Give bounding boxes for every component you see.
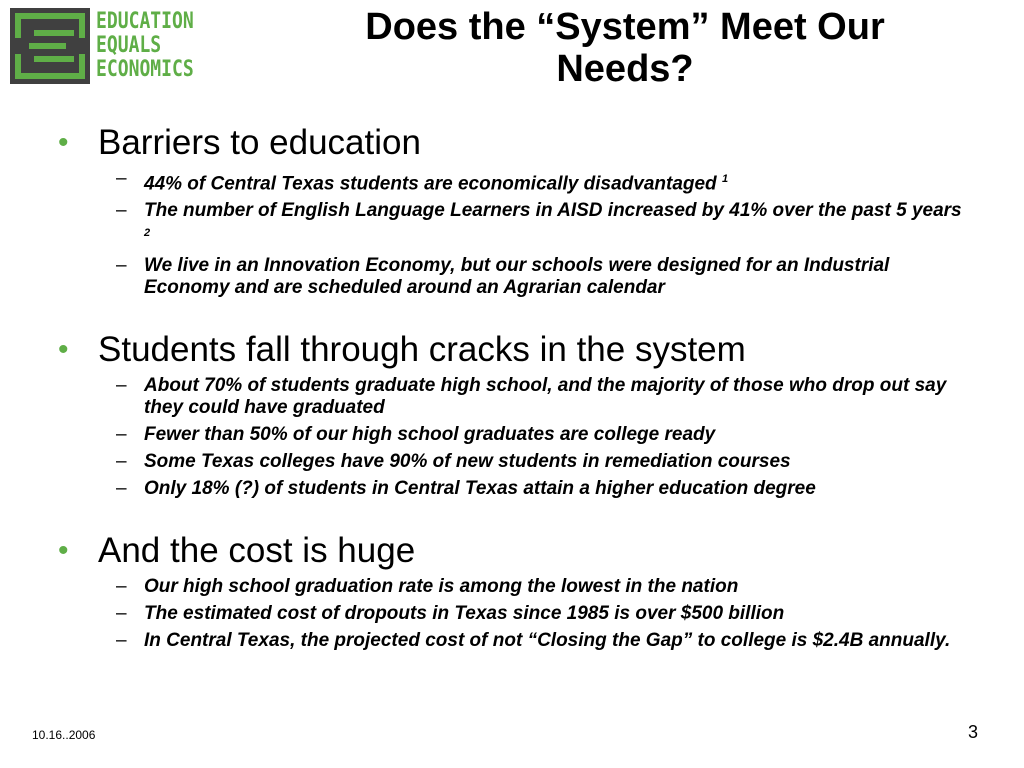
dash-icon: – <box>116 200 127 222</box>
sub-bullet-text: About 70% of students graduate high school, and the majority of those who drop out say they could have graduated <box>144 374 947 418</box>
sub-bullet-list <box>58 576 968 652</box>
bullet-section <box>58 329 968 500</box>
logo <box>10 8 220 84</box>
sub-bullet-text: Our high school graduation rate is among the lowest in the nation <box>144 575 739 597</box>
sub-bullet-item <box>58 576 968 598</box>
sub-bullet-item <box>58 630 968 652</box>
dash-icon: – <box>116 450 127 472</box>
bullet-section <box>58 530 968 652</box>
bullet-heading-text: And the cost is huge <box>98 530 416 570</box>
bullet-heading-text: Barriers to education <box>98 123 421 162</box>
sub-bullet-text: Only 18% (?) of students in Central Texas attain a higher education degree <box>144 477 816 499</box>
bullet-section <box>58 122 968 299</box>
dash-icon: – <box>116 575 127 597</box>
slide-title: Does the “System” Meet Our Needs? <box>365 6 885 90</box>
sub-bullet-list <box>58 375 968 500</box>
sub-bullet-item <box>58 255 968 299</box>
sub-bullet-item <box>58 168 968 195</box>
sub-bullet-item <box>58 375 968 419</box>
sub-bullet-item <box>58 200 968 249</box>
bullet-heading-text: Students fall through cracks in the system <box>98 329 746 369</box>
page-number: 3 <box>968 722 979 742</box>
bullet-heading <box>58 122 968 164</box>
dash-icon: – <box>116 168 127 189</box>
logo-line: EQUALS <box>96 33 162 58</box>
sub-bullet-item <box>58 478 968 500</box>
sub-bullet-text: The number of English Language Learners in AISD increased by 41% over the past 5 years <box>144 200 962 222</box>
dash-icon: – <box>116 629 127 651</box>
sub-bullet-item <box>58 424 968 446</box>
logo-line: EDUCATION <box>96 9 194 34</box>
sub-bullet-text: The estimated cost of dropouts in Texas since 1985 is over $500 billion <box>144 602 785 624</box>
bullet-icon: • <box>58 126 69 159</box>
bullet-heading <box>58 530 968 572</box>
dash-icon: – <box>116 374 127 396</box>
sub-bullet-text: In Central Texas, the projected cost of not “Closing the Gap” to college is $2.4B annually. <box>144 629 951 651</box>
sub-bullet-item <box>58 451 968 473</box>
sub-bullet-text: 44% of Central Texas students are economically disadvantaged <box>144 173 722 195</box>
sub-bullet-text: We live in an Innovation Economy, but our schools were designed for an Industrial Economy and are scheduled around an Agrarian calendar <box>144 254 890 298</box>
logo-wordmark <box>96 10 215 82</box>
logo-line: ECONOMICS <box>96 57 194 82</box>
bullet-icon: • <box>58 533 69 567</box>
sub-bullet-item <box>58 603 968 625</box>
bullet-icon: • <box>58 332 69 366</box>
sub-bullet-list <box>58 168 968 299</box>
footnote-marker: 2 <box>144 227 151 240</box>
dash-icon: – <box>116 477 127 499</box>
slide-content <box>58 122 968 657</box>
dash-icon: – <box>116 423 127 445</box>
dash-icon: – <box>116 602 127 624</box>
dash-icon: – <box>116 254 127 276</box>
footer-date: 10.16..2006 <box>32 728 96 742</box>
sub-bullet-text: Fewer than 50% of our high school graduates are college ready <box>144 423 716 445</box>
sub-bullet-text: Some Texas colleges have 90% of new students in remediation courses <box>144 450 791 472</box>
education-equals-economics-logo-icon <box>10 8 90 84</box>
bullet-heading <box>58 329 968 371</box>
footnote-marker: 1 <box>721 173 729 185</box>
